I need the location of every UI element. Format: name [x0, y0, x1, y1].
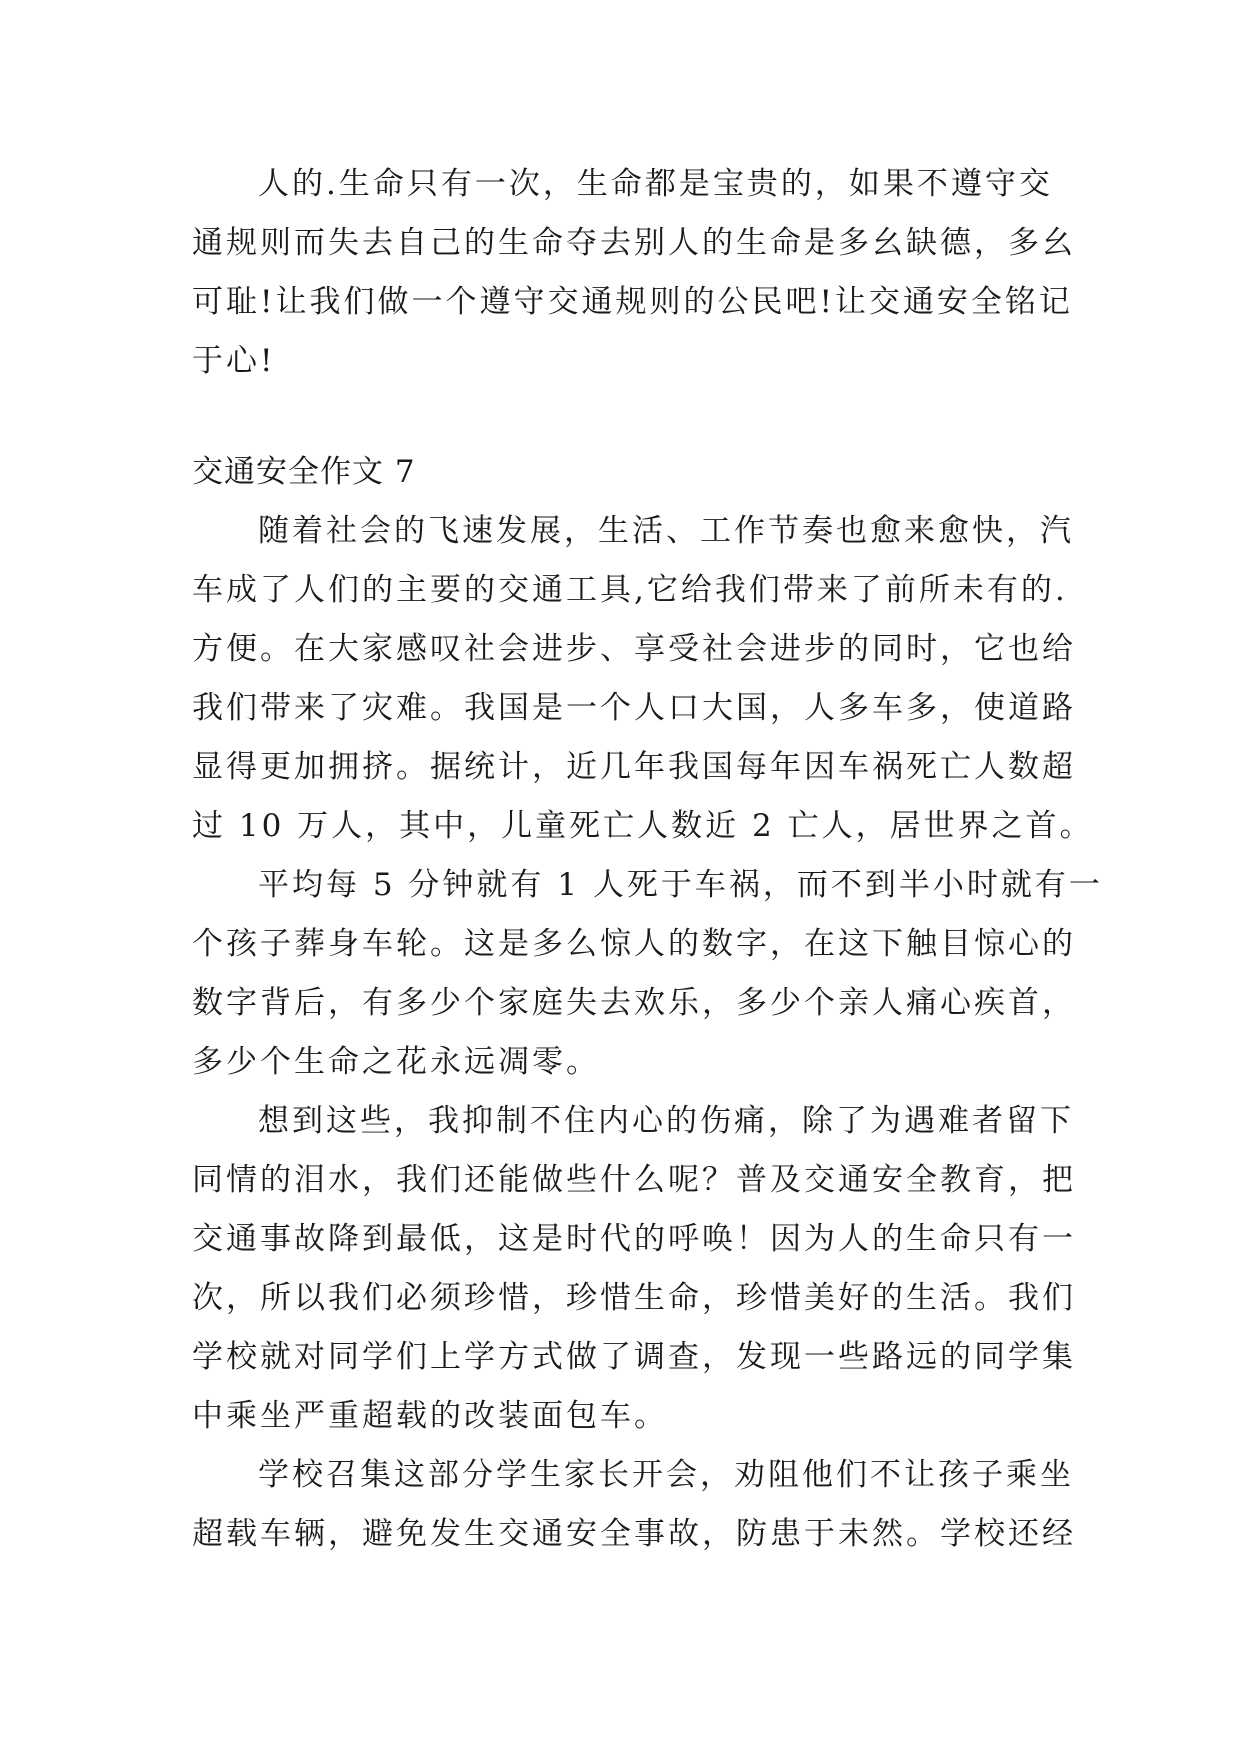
text-line: 方便。在大家感叹社会进步、享受社会进步的同时，它也给 — [192, 631, 1076, 667]
paragraph-2 — [192, 502, 1094, 856]
paragraph-3 — [192, 856, 1103, 1092]
text-line: 次，所以我们必须珍惜，珍惜生命，珍惜美好的生活。我们 — [192, 1280, 1076, 1316]
text-line: 学校就对同学们上学方式做了调查，发现一些路远的同学集 — [192, 1339, 1076, 1375]
section-title: 交通安全作文 7 — [192, 454, 416, 490]
text-line: 数字背后，有多少个家庭失去欢乐，多少个亲人痛心疾首， — [192, 985, 1076, 1021]
text-line: 超载车辆，避免发生交通安全事故，防患于未然。学校还经 — [192, 1516, 1076, 1552]
text-line: 可耻!让我们做一个遵守交通规则的公民吧!让交通安全铭记 — [192, 284, 1073, 320]
text-line: 个孩子葬身车轮。这是多么惊人的数字，在这下触目惊心的 — [192, 926, 1076, 962]
paragraph-1 — [192, 155, 1076, 391]
text-line: 随着社会的飞速发展，生活、工作节奏也愈来愈快，汽 — [258, 513, 1074, 549]
text-line: 过 10 万人，其中，儿童死亡人数近 2 亡人，居世界之首。 — [192, 808, 1094, 844]
text-line: 多少个生命之花永远凋零。 — [192, 1044, 600, 1080]
text-line: 车成了人们的主要的交通工具,它给我们带来了前所未有的. — [192, 572, 1068, 608]
text-line: 通规则而失去自己的生命夺去别人的生命是多幺缺德，多幺 — [192, 225, 1076, 261]
paragraph-5 — [192, 1446, 1076, 1564]
document-page — [192, 155, 1103, 1564]
text-line: 中乘坐严重超载的改装面包车。 — [192, 1398, 668, 1434]
paragraph-spacer — [192, 391, 1052, 443]
text-line: 学校召集这部分学生家长开会，劝阻他们不让孩子乘坐 — [258, 1457, 1074, 1493]
text-line: 同情的泪水，我们还能做些什么呢？普及交通安全教育，把 — [192, 1162, 1076, 1198]
text-line: 我们带来了灾难。我国是一个人口大国，人多车多，使道路 — [192, 690, 1076, 726]
paragraph-4 — [192, 1092, 1076, 1446]
text-line: 想到这些，我抑制不住内心的伤痛，除了为遇难者留下 — [258, 1103, 1074, 1139]
text-line: 交通事故降到最低，这是时代的呼唤！因为人的生命只有一 — [192, 1221, 1076, 1257]
text-line: 人的.生命只有一次，生命都是宝贵的，如果不遵守交 — [258, 166, 1053, 202]
text-line: 平均每 5 分钟就有 1 人死于车祸，而不到半小时就有一 — [258, 867, 1103, 903]
text-line: 于心! — [192, 343, 276, 379]
text-line: 显得更加拥挤。据统计，近几年我国每年因车祸死亡人数超 — [192, 749, 1076, 785]
